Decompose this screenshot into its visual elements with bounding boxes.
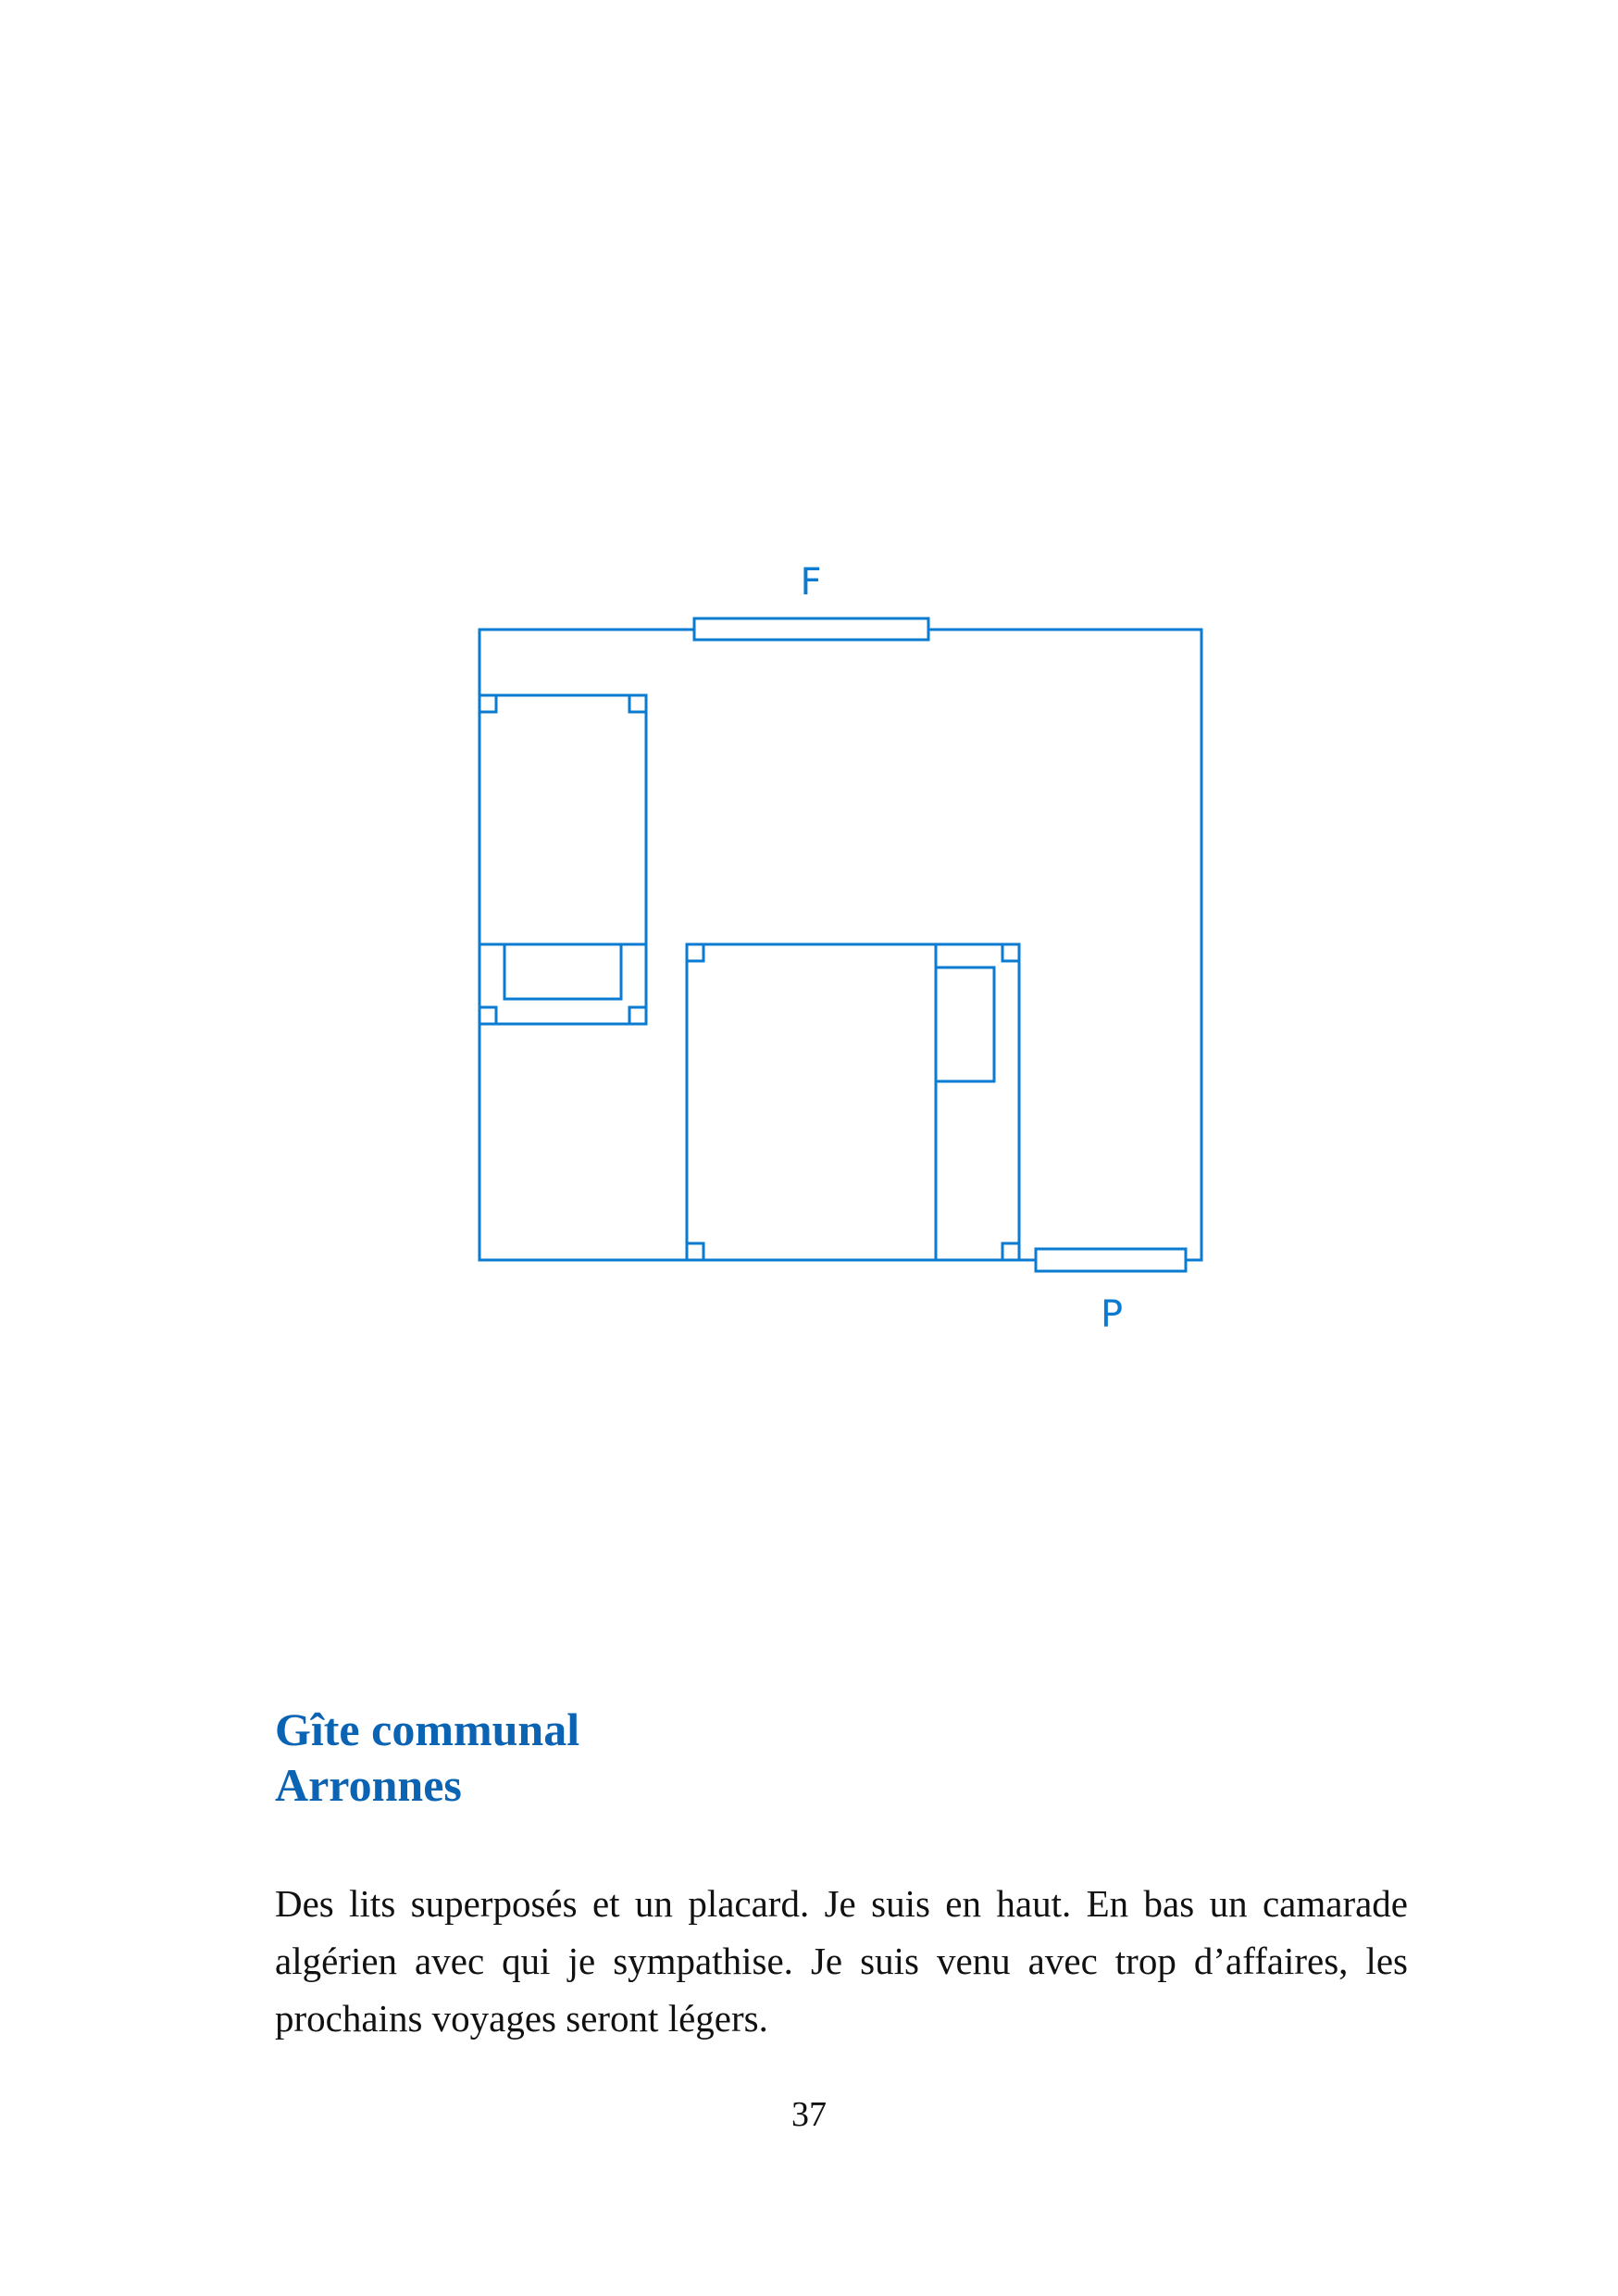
page-number: 37 xyxy=(791,2095,827,2134)
cupboard xyxy=(687,944,1019,1260)
heading-location: Arronnes xyxy=(275,1759,462,1811)
door xyxy=(1036,1249,1186,1271)
body-text-line: prochains voyages seront légers. xyxy=(275,1997,768,2040)
door-label: P xyxy=(1100,1293,1124,1336)
pillow xyxy=(504,944,621,999)
body-text-line: algérien avec qui je sympathise. Je suis venu avec trop d’affaires, les xyxy=(275,1940,1408,1982)
window-label: F xyxy=(800,561,822,604)
window xyxy=(694,618,928,640)
bunk-bed xyxy=(479,695,646,1024)
heading-title: Gîte communal xyxy=(275,1703,580,1755)
body-text-line: Des lits superposés et un placard. Je suis en haut. En bas un camarade xyxy=(275,1882,1408,1925)
